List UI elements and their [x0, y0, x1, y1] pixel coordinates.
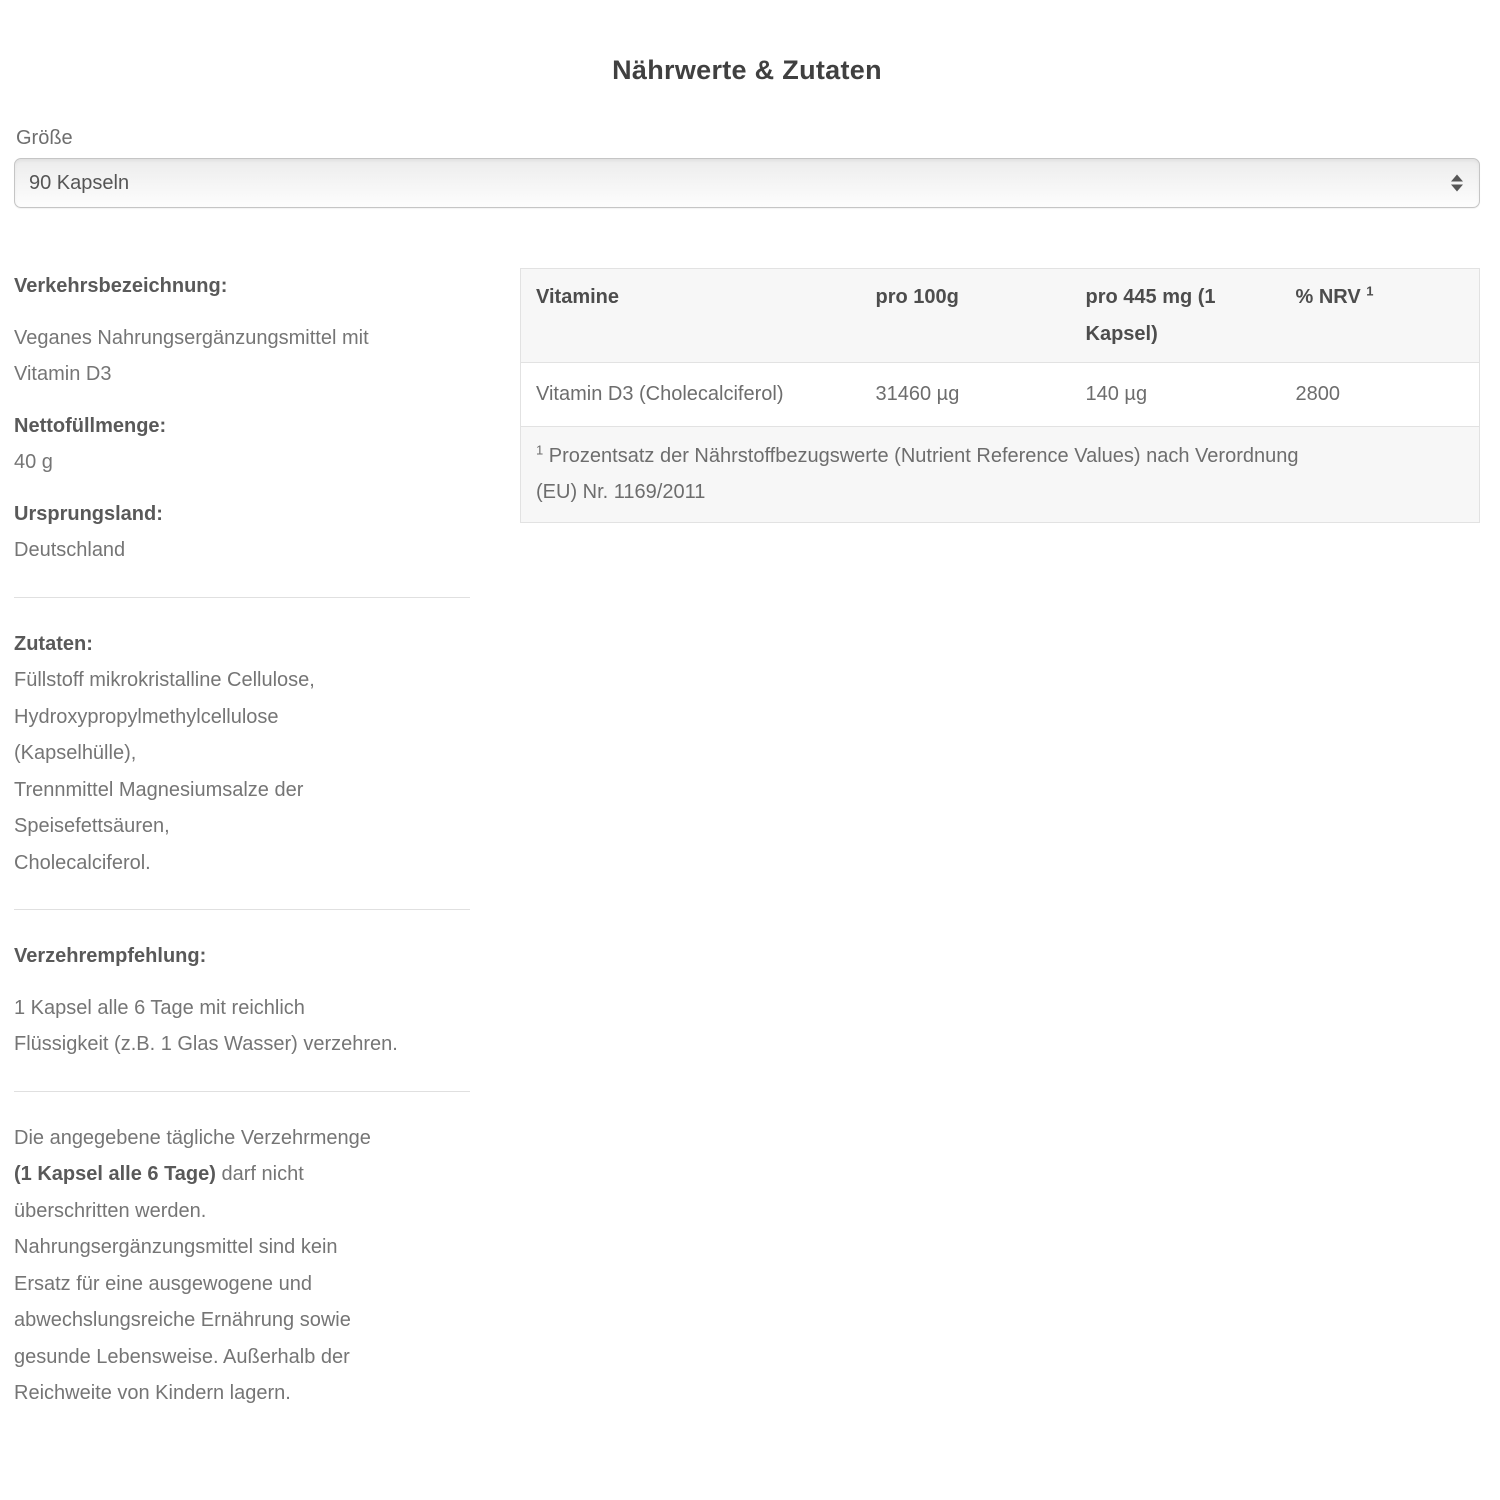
- text-line: Die angegebene tägliche Verzehrmenge: [14, 1126, 371, 1149]
- page-title: Nährwerte & Zutaten: [612, 55, 882, 85]
- table-row: [521, 363, 1480, 427]
- header-vitamine: Vitamine: [521, 269, 861, 363]
- content-columns: [14, 268, 1480, 1427]
- size-select-label: Größe: [16, 127, 73, 149]
- footnote-text: Prozentsatz der Nährstoffbezugswerte (Nutrient Reference Values) nach Verordnung: [548, 444, 1299, 467]
- nrv-superscript: 1: [1366, 283, 1374, 299]
- table-footnote-row: [521, 426, 1480, 522]
- text-line: abwechslungsreiche Ernährung sowie: [14, 1309, 351, 1331]
- text-line: Flüssigkeit (z.B. 1 Glas Wasser) verzehren.: [14, 1033, 398, 1055]
- consumption-label: Verzehrempfehlung:: [14, 945, 207, 967]
- text-line: (Kapselhülle),: [14, 742, 137, 764]
- net-quantity-value: 40 g: [14, 451, 53, 473]
- cell-per-100g: 31460 µg: [861, 363, 1071, 427]
- text-line: 1 Kapsel alle 6 Tage mit reichlich: [14, 996, 305, 1019]
- nutrition-table-head: [521, 269, 1480, 363]
- text-line: Cholecalciferol.: [14, 851, 151, 874]
- warning-block: [14, 1120, 470, 1412]
- size-field: [14, 126, 1480, 208]
- text-line: Veganes Nahrungsergänzungsmittel mit: [14, 326, 369, 349]
- footnote-superscript: 1: [536, 441, 544, 457]
- footnote-line: [536, 438, 1464, 475]
- text-line: Hydroxypropylmethylcellulose: [14, 705, 279, 728]
- text-line: Ersatz für eine ausgewogene und: [14, 1272, 312, 1295]
- nutrition-table-body: [521, 363, 1480, 427]
- text-line: [14, 1156, 470, 1193]
- cell-vitamin-name: Vitamin D3 (Cholecalciferol): [521, 363, 861, 427]
- origin-value: Deutschland: [14, 539, 126, 561]
- trade-name-label-block: [14, 268, 470, 305]
- trade-name-label: Verkehrsbezeichnung:: [14, 275, 228, 297]
- table-header-row: [521, 269, 1480, 363]
- text-line: Füllstoff mikrokristalline Cellulose,: [14, 669, 315, 691]
- size-select[interactable]: [15, 159, 1479, 207]
- text-line: Speisefettsäuren,: [14, 815, 170, 837]
- consumption-label-block: [14, 938, 470, 975]
- header-nrv-text: % NRV: [1295, 286, 1361, 308]
- divider: [14, 909, 470, 910]
- trade-name-value-block: [14, 320, 470, 393]
- size-select-wrapper: [14, 158, 1480, 208]
- table-footnote-cell: [521, 426, 1480, 522]
- divider: [14, 1091, 470, 1092]
- text-line: gesunde Lebensweise. Außerhalb der: [14, 1345, 350, 1368]
- footnote-line: (EU) Nr. 1169/2011: [536, 481, 706, 503]
- header-per-100g: pro 100g: [861, 269, 1071, 363]
- text-line: Reichweite von Kindern lagern.: [14, 1382, 291, 1404]
- nutrition-table-foot: [521, 426, 1480, 522]
- warning-bold-text: (1 Kapsel alle 6 Tage): [14, 1163, 216, 1185]
- ingredients-label: Zutaten:: [14, 632, 93, 655]
- header-nrv: [1281, 269, 1480, 363]
- origin-block: [14, 496, 470, 569]
- ingredients-block: [14, 626, 470, 882]
- nutrition-table-column: [520, 268, 1480, 523]
- origin-label: Ursprungsland:: [14, 502, 163, 525]
- text-line: Vitamin D3: [14, 363, 112, 385]
- net-quantity-block: [14, 408, 470, 481]
- nutrition-table: [520, 268, 1480, 523]
- header-per-capsule: pro 445 mg (1 Kapsel): [1071, 269, 1281, 363]
- net-quantity-label: Nettofüllmenge:: [14, 414, 167, 437]
- warning-text: darf nicht: [215, 1163, 304, 1185]
- text-line: überschritten werden.: [14, 1199, 207, 1222]
- cell-nrv: 2800: [1281, 363, 1480, 427]
- consumption-value-block: [14, 990, 470, 1063]
- text-line: Trennmittel Magnesiumsalze der: [14, 778, 304, 801]
- text-line: Nahrungsergänzungsmittel sind kein: [14, 1236, 338, 1258]
- product-details-column: [14, 268, 470, 1427]
- divider: [14, 597, 470, 598]
- cell-per-capsule: 140 µg: [1071, 363, 1281, 427]
